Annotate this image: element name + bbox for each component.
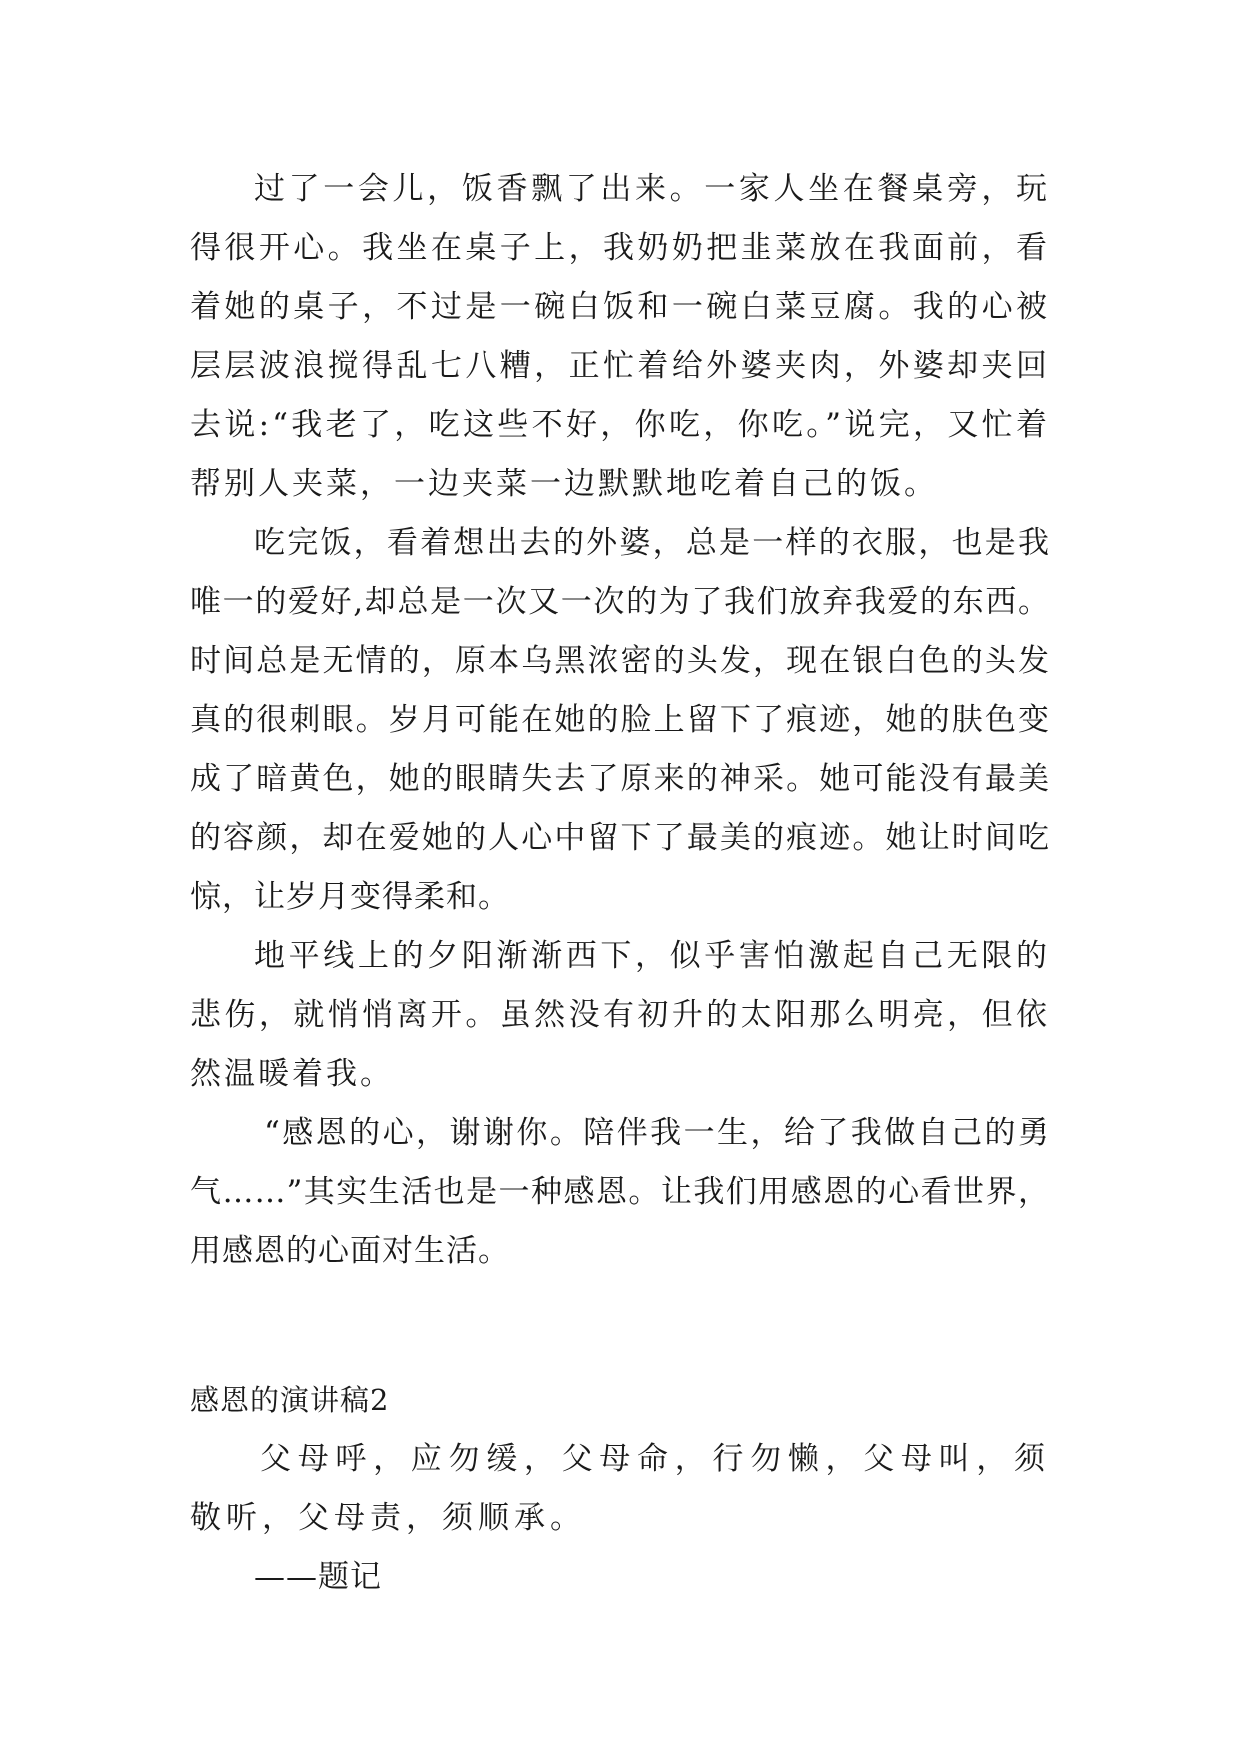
body-paragraph-3: 地平线上的夕阳渐渐西下，似乎害怕激起自己无限的悲伤，就悄悄离开。虽然没有初升的太阳那么明亮，但依然温暖着我。 (190, 938, 1050, 1092)
body-paragraph-2: 吃完饭，看着想出去的外婆，总是一样的衣服，也是我唯一的爱好,却总是一次又一次的为了我们放弃我爱的东西。时间总是无情的，原本乌黑浓密的头发，现在银白色的头发真的很刺眼。岁月可能在她的脸上留下了痕迹，她的肤色变成了暗黄色，她的眼睛失去了原来的神采。她可能没有最美的容颜，却在爱她的人心中留下了最美的痕迹。她让时间吃惊，让岁月变得柔和。 (190, 525, 1050, 915)
body-paragraph-4: “感恩的心，谢谢你。陪伴我一生，给了我做自己的勇气……”其实生活也是一种感恩。让我们用感恩的心看世界，用感恩的心面对生活。 (190, 1115, 1050, 1269)
document-page (190, 160, 1050, 1607)
body-paragraph-1: 过了一会儿，饭香飘了出来。一家人坐在餐桌旁，玩得很开心。我坐在桌子上，我奶奶把韭菜放在我面前，看着她的桌子，不过是一碗白饭和一碗白菜豆腐。我的心被层层波浪搅得乱七八糟，正忙着给外婆夹肉，外婆却夹回去说:“我老了，吃这些不好，你吃，你吃。”说完，又忙着帮别人夹菜，一边夹菜一边默默地吃着自己的饭。 (190, 171, 1050, 502)
section-heading: 感恩的演讲稿2 (190, 1383, 390, 1417)
epigraph-paragraph: 父母呼，应勿缓，父母命，行勿懒，父母叫，须敬听，父母责，须顺承。 (190, 1441, 1050, 1536)
epigraph-attribution: ——题记 (254, 1559, 382, 1595)
